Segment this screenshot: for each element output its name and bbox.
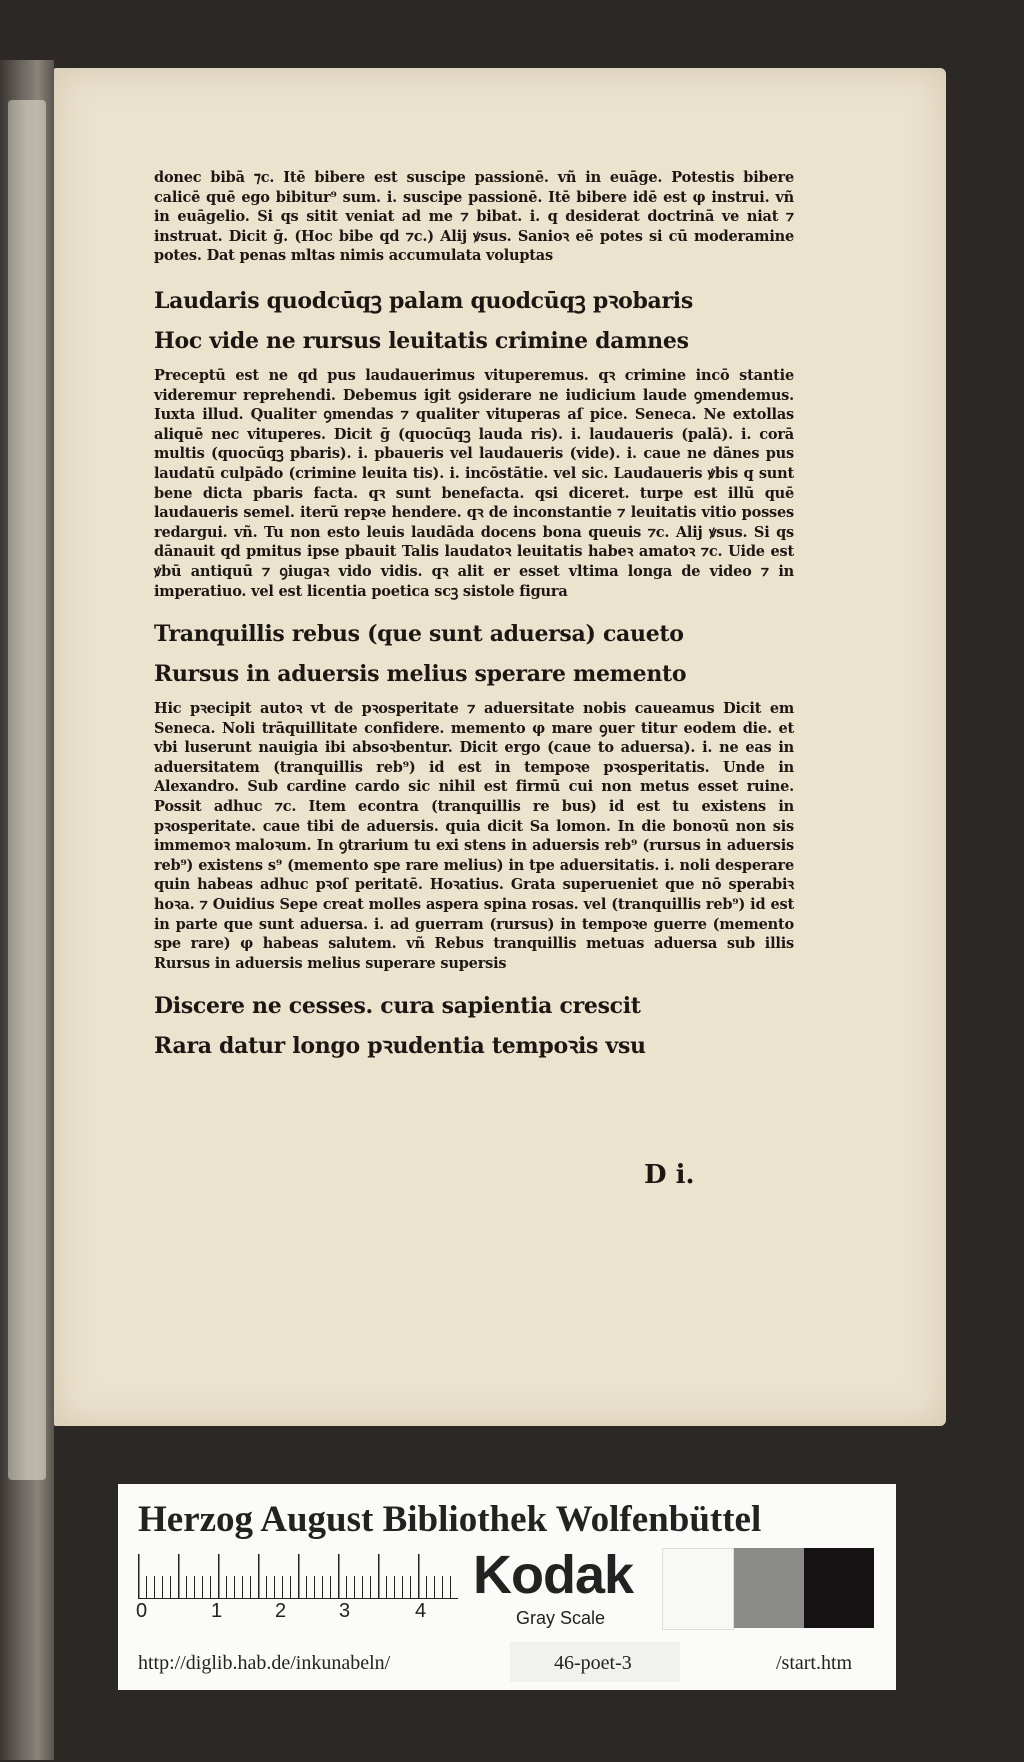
verse-3: Tranquillis rebus (que sunt aduersa) caueto <box>154 621 684 648</box>
manuscript-page <box>54 68 946 1426</box>
url-right: /start.htm <box>776 1652 853 1674</box>
page-text <box>154 168 794 1071</box>
url-left: http://diglib.hab.de/inkunabeln/ <box>138 1652 391 1674</box>
measurement-ruler <box>138 1550 458 1599</box>
gray-scale-label: Gray Scale <box>516 1608 606 1628</box>
verse-5: Discere ne cesses. cura sapientia crescit <box>154 993 641 1020</box>
swatch-black <box>804 1548 874 1628</box>
verse-6: Rara datur longo pꝛudentia tempoꝛis vsu <box>154 1033 646 1060</box>
url-mid: 46-poet-3 <box>554 1652 632 1674</box>
ruler-number-1: 1 <box>211 1600 223 1622</box>
underlying-page-edge <box>8 100 46 1480</box>
library-name: Herzog August Bibliothek Wolfenbüttel <box>138 1499 762 1540</box>
verse-4: Rursus in aduersis melius sperare memento <box>154 661 687 688</box>
color-calibration-card <box>118 1484 896 1690</box>
book-spine-edge <box>0 60 54 1760</box>
ruler-short-ticks <box>138 1576 458 1598</box>
paragraph-1: donec bibā ⁊c. Itē bibere est suscipe passionē. vñ in euāge. Potestis bibere calicē quē ego bibitur⁹ sum. i. suscipe passionē. Itē bibere idē est φ instrui. vñ in euāgelio. Si qs sitit veniat ad me ⁊ bibat. i. q desiderat doctrinā ve niat ⁊ instruat. Dicit ḡ. (Hoc bibe qd ⁊c.) Alij ꝟsus. Sanioꝛ eē potes si cū moderamine potes. Dat penas mltas nimis accumulata voluptas <box>154 169 794 265</box>
ruler-number-3: 3 <box>339 1600 351 1622</box>
kodak-logo: Kodak <box>473 1545 634 1605</box>
swatch-gray <box>734 1548 804 1628</box>
verse-1: Laudaris quodcūqꝫ palam quodcūqꝫ pꝛobaris <box>154 287 693 314</box>
paragraph-2: Preceptū est ne qd pus laudauerimus vituperemus. qꝛ crimine incō stantie videremur reprehendi. Debemus igit ꝯsiderare ne iudicium laude ꝯmendemus. Iuxta illud. Qualiter ꝯmendas ⁊ qualiter vituperas aſ pice. Seneca. Ne extollas aliquē nec vituperes. Dicit ḡ (quocūqꝫ lauda ris). i. laudaueris (palā). i. corā multis (quocūqꝫ pbaris). i. pbaueris vel laudaueris (vide). i. caue ne dānes pus laudatū culpādo (crimine leuita tis). i. incōstātie. vel sic. Laudaueris ꝟbis q sunt bene dicta pbaris facta. qꝛ sunt benefacta. qsi diceret. turpe est illū quē laudaueris semel. iterū repꝛe hendere. qꝛ de inconstantie ⁊ leuitatis vitio posses redargui. vñ. Tu non esto leuis laudāda docens bona queuis ⁊c. Alij ꝟsus. Si qs dānauit qd pmitus ipse pbauit Talis laudatoꝛ leuitatis habeꝛ amatoꝛ ⁊c. Uide est ꝟbū antiquū ⁊ ꝯiugaꝛ vido vidis. qꝛ alit er esset vltima longa de video ⁊ in imperatiuo. vel est licentia poetica scꝫ sistole figura <box>154 366 794 600</box>
verse-2: Hoc vide ne rursus leuitatis crimine damnes <box>154 327 689 354</box>
ruler-number-2: 2 <box>275 1600 287 1622</box>
ruler-number-0: 0 <box>136 1600 148 1622</box>
paragraph-3: Hic pꝛecipit autoꝛ vt de pꝛosperitate ⁊ aduersitate nobis caueamus Dicit em Seneca. Noli trāquillitate confidere. memento φ mare ꝯuer titur eodem die. et vbi luserunt nauigia ibi absoꝛbentur. Dicit ergo (caue to aduersa). i. ne eas in aduersitatem (tranquillis reb⁹) id est in tempoꝛe pꝛosperitatis. Unde in Alexandro. Sub cardine cardo sic nihil est firmū cui non metus esset ruine. Possit adhuc ⁊c. Item econtra (tranquillis re bus) id est tu existens in pꝛosperitate. caue tibi de aduersis. quia dicit Sa lomon. In die bonoꝛū non sis immemoꝛ maloꝛum. In ꝯtrarium tu exi stens in aduersis reb⁹ (rursus in aduersis reb⁹) existens s⁹ (memento spe rare melius) in tpe aduersitatis. i. noli desperare quin habeas adhuc pꝛoſ peritatē. Hoꝛatius. Grata superueniet que nō sperabiꝛ hoꝛa. ⁊ Ouidius Sepe creat molles aspera spina rosas. vel (tranquillis reb⁹) id est in parte que sunt aduersa. i. ad guerram (rursus) in tempoꝛe guerre (memento spe rare) φ habeas salutem. vñ Rebus tranquillis metuas aduersa sub illis Rursus in aduersis melius superare supersis <box>154 700 794 972</box>
signature-mark: D i. <box>644 1160 695 1190</box>
ruler-number-4: 4 <box>415 1600 427 1622</box>
swatch-white <box>662 1548 734 1630</box>
